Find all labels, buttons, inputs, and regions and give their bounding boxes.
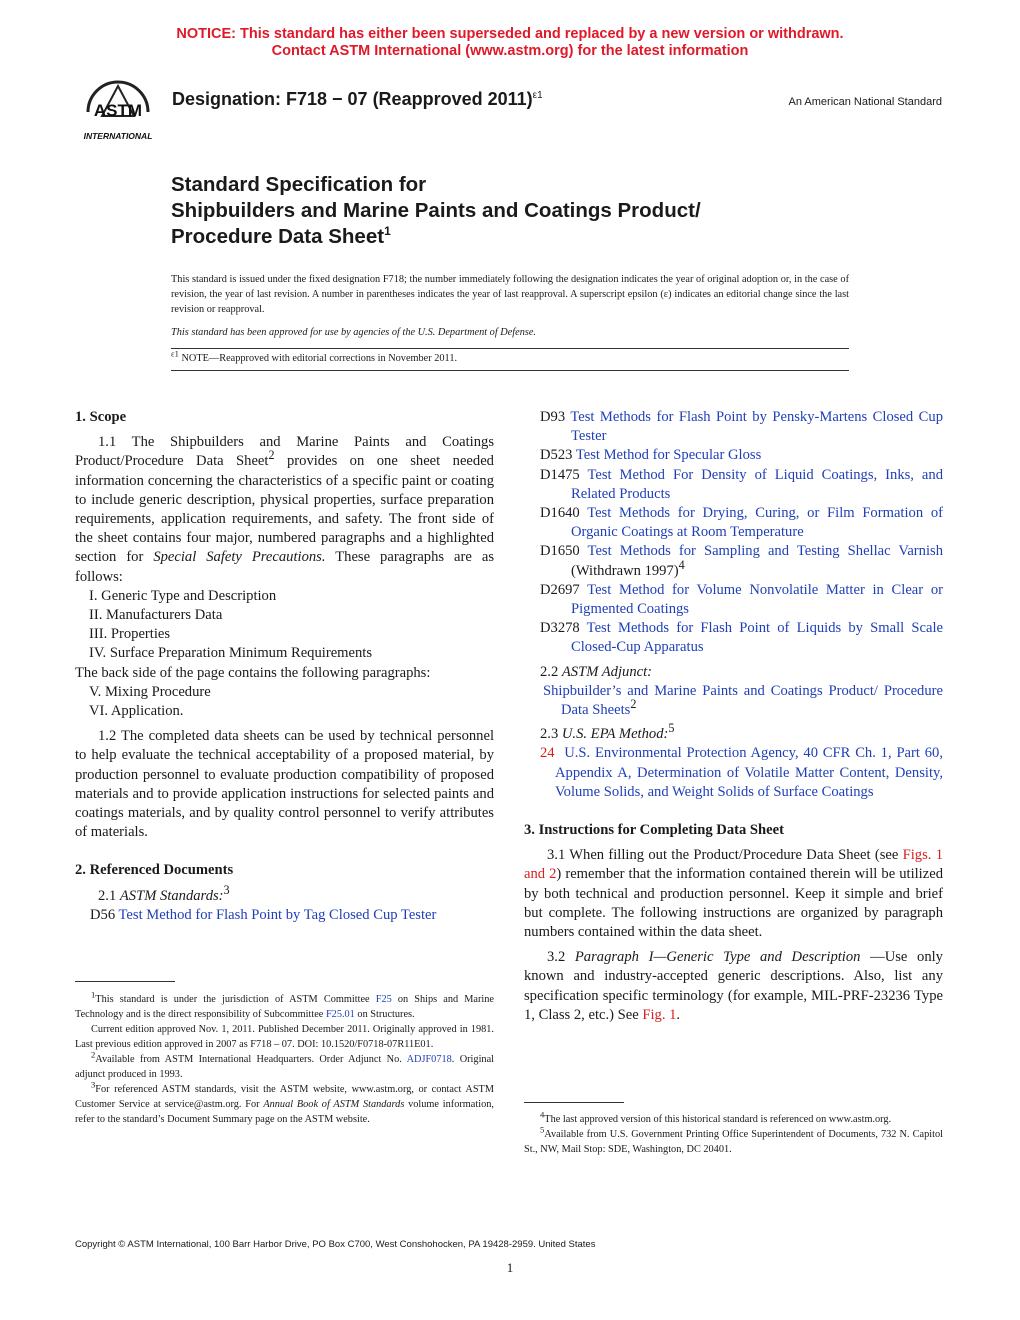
ref-d2697: D2697 Test Method for Volume Nonvolatile Matter in Clear or Pigmented Coatings	[540, 581, 943, 618]
para-2-3: 2.3 U.S. EPA Method:$^5$	[540, 721, 675, 743]
document-title	[171, 172, 701, 250]
section-2-heading: 2. Referenced Documents	[75, 862, 234, 879]
footnote-rule-left	[75, 981, 175, 982]
astm-logo	[74, 72, 162, 144]
designation	[172, 89, 543, 110]
para-1-1: 1.1 The Shipbuilders and Marine Paints and Coatings Product/Procedure Data Sheet$^2$ provides on one sheet needed information concerning the characteristics of a specific paint or coating to include generic description, physical properties, surface preparation requirements, application requirements, and safety. The front side of the sheet contains four major, numbered paragraphs and a highlighted section for Special Safety Precautions. These paragraphs are as follows:	[75, 434, 494, 585]
section-1-heading: 1. Scope	[75, 409, 127, 425]
list-item: I. Generic Type and Description	[89, 587, 277, 604]
ref-d523: D523 Test Method for Specular Gloss	[540, 447, 762, 464]
ref-d1650: D1650 Test Methods for Sampling and Testing Shellac Varnish (Withdrawn 1997)$^4$	[540, 543, 943, 579]
left-column	[75, 408, 494, 925]
right-column	[524, 408, 943, 1025]
footnote-2: $^2$Available from ASTM International Headquarters. Order Adjunct No. ADJF0718. Original adjunct produced in 1993.	[75, 1049, 495, 1080]
footnotes-left	[75, 989, 495, 1127]
notice-line-1: NOTICE: This standard has either been superseded and replaced by a new version or withdrawn.	[176, 26, 844, 42]
dod-approval: This standard has been approved for use by agencies of the U.S. Department of Defense.	[171, 327, 537, 338]
list-item: III. Properties	[89, 626, 171, 643]
title-line-1: Standard Specification for	[171, 173, 427, 196]
rule-bottom	[171, 370, 849, 371]
editorial-note: $^{\varepsilon 1}$ NOTE—Reapproved with editorial corrections in November 2011.	[171, 348, 458, 364]
para-3-2: 3.2 Paragraph I—Generic Type and Description —Use only known and industry-accepted generic descriptions. Also, list any specification specific terminology (for example, MIL-PRF-23236 Type 1, Class 2, etc.) See Fig. 1.	[524, 949, 943, 1023]
footnote-5: $^5$Available from U.S. Government Printing Office Superintendent of Documents, 732 N. Capitol St., NW, Mail Stop: SDE, Washington, DC 20401.	[524, 1124, 943, 1155]
page-number: 1	[506, 1260, 514, 1275]
ref-d56: D56 Test Method for Flash Point by Tag Closed Cup Tester	[90, 906, 437, 923]
title-line-3: Procedure Data Sheet$^1$	[171, 224, 391, 248]
para-1-2: 1.2 The completed data sheets can be used by technical personnel to help evaluate the technical acceptability of a proposed material, by production personnel to evaluate production compatibility of proposed materials and to provide application instructions for selected paints and coatings materials, and by quality control personnel to verify attributes of materials.	[75, 728, 494, 841]
list-front-side	[75, 587, 494, 664]
reference-list	[524, 408, 943, 658]
list-item: II. Manufacturers Data	[89, 607, 223, 624]
footnote-4: $^4$The last approved version of this historical standard is referenced on www.astm.org.	[540, 1109, 892, 1125]
footnotes-right	[524, 1109, 943, 1157]
issuance-statement: This standard is issued under the fixed designation F718; the number immediately following the designation indicates the year of original adoption or, in the case of revision, the year of last revision. A number in parentheses indicates the year of last reapproval. A superscript epsilon (ε) indicates an editorial change since the last revision or reapproval.	[171, 274, 849, 315]
list-item: V. Mixing Procedure	[89, 683, 211, 700]
american-national-standard: An American National Standard	[788, 96, 942, 108]
copyright: Copyright © ASTM International, 100 Barr Harbor Drive, PO Box C700, West Conshohocken, PA 19428-2959. United States	[75, 1239, 596, 1250]
ref-d3278: D3278 Test Methods for Flash Point of Liquids by Small Scale Closed-Cup Apparatus	[540, 620, 944, 656]
footnote-1-edition: Current edition approved Nov. 1, 2011. Published December 2011. Originally approved in 1981. Last previous edition approved in 2007 as F718 – 07. DOI: 10.1520/F0718-07R11E01.	[75, 1024, 494, 1050]
footnote-rule-right	[524, 1102, 624, 1103]
list-item: VI. Application.	[89, 703, 184, 720]
designation-epsilon: ε1	[532, 90, 543, 101]
ref-d93: D93 Test Methods for Flash Point by Pensky-Martens Closed Cup Tester	[540, 409, 943, 445]
rule-top	[171, 348, 849, 349]
logo-subtext: INTERNATIONAL	[83, 131, 153, 141]
para-3-1: 3.1 When filling out the Product/Procedure Data Sheet (see Figs. 1 and 2) remember that the information contained therein will be utilized by both technical and production personnel. Keep it simple and brief but complete. The following instructions are organized by paragraph numbers contained within the data sheet.	[524, 847, 944, 941]
supersede-notice	[0, 26, 1020, 60]
list-item: IV. Surface Preparation Minimum Requirements	[89, 645, 373, 662]
notice-line-2: Contact ASTM International (www.astm.org) for the latest information	[271, 43, 749, 59]
section-3-heading: 3. Instructions for Completing Data Sheet	[524, 822, 784, 839]
designation-text: Designation: F718 − 07 (Reapproved 2011)	[172, 89, 533, 109]
ref-d1640: D1640 Test Methods for Drying, Curing, or Film Formation of Organic Coatings at Room Temperature	[540, 505, 943, 541]
ref-d1475: D1475 Test Method For Density of Liquid Coatings, Inks, and Related Products	[540, 466, 944, 502]
footnote-1: $^1$This standard is under the jurisdiction of ASTM Committee F25 on Ships and Marine Technology and is the direct responsibility of Subcommittee F25.01 on Structures.	[75, 989, 495, 1020]
footnote-3: $^3$For referenced ASTM standards, visit the ASTM website, www.astm.org, or contact ASTM Customer Service at service@astm.org. For Annual Book of ASTM Standards volume information, refer to the standard’s Document Summary page on the ASTM website.	[75, 1079, 494, 1125]
epa-ref: 24 U.S. Environmental Protection Agency, 40 CFR Ch. 1, Part 60, Appendix A, Determination of Volatile Matter Content, Density, Volume Solids, and Weight Solids of Surface Coatings	[540, 745, 943, 800]
back-side-text: The back side of the page contains the following paragraphs:	[75, 664, 431, 681]
logo-text: ASTM	[93, 101, 143, 120]
list-back-side	[75, 683, 494, 721]
para-2-2: 2.2 ASTM Adjunct:	[540, 663, 653, 680]
para-2-1: 2.1 ASTM Standards:$^3$	[98, 882, 230, 904]
title-line-2: Shipbuilders and Marine Paints and Coatings Product/	[171, 199, 701, 222]
adjunct-ref: Shipbuilder’s and Marine Paints and Coatings Product/ Procedure Data Sheets$^2$	[543, 682, 943, 719]
ref-d56-link[interactable]: Test Method for Flash Point by Tag Closed Cup Tester	[118, 906, 437, 923]
